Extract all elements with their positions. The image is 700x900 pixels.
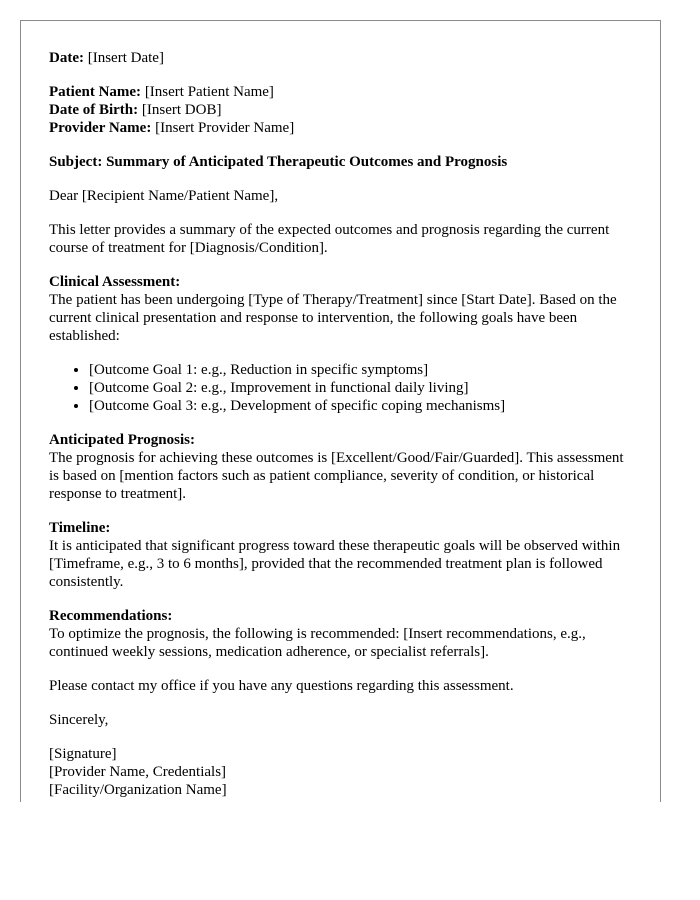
provider-name-label: Provider Name: bbox=[49, 120, 152, 136]
facility-line: [Facility/Organization Name] bbox=[49, 782, 227, 798]
provider-name-line bbox=[49, 119, 632, 137]
provider-credentials-line: [Provider Name, Credentials] bbox=[49, 764, 227, 780]
recommendations-section bbox=[49, 607, 632, 661]
patient-name-label: Patient Name: bbox=[49, 84, 142, 100]
letter-page bbox=[20, 20, 661, 802]
dob-line bbox=[49, 101, 632, 119]
patient-name-line bbox=[49, 83, 632, 101]
clinical-assessment-text: The patient has been undergoing [Type of Therapy/Treatment] since [Start Date]. Based on the current clinical presentation and response to intervention, the following goals have been established: bbox=[49, 292, 617, 344]
prognosis-text: The prognosis for achieving these outcomes is [Excellent/Good/Fair/Guarded]. This assessment is based on [mention factors such as patient compliance, severity of condition, or historical response to treatment]. bbox=[49, 450, 624, 502]
timeline-section bbox=[49, 519, 632, 591]
recommendations-title: Recommendations: bbox=[49, 608, 173, 624]
provider-name-value: [Insert Provider Name] bbox=[155, 120, 295, 136]
prognosis-title: Anticipated Prognosis: bbox=[49, 432, 195, 448]
patient-info bbox=[49, 83, 632, 137]
date-value: [Insert Date] bbox=[87, 50, 164, 66]
list-item: • [Outcome Goal 3: e.g., Development of specific coping mechanisms] bbox=[89, 397, 632, 415]
prognosis-section bbox=[49, 431, 632, 503]
contact-paragraph: Please contact my office if you have any questions regarding this assessment. bbox=[49, 678, 514, 694]
outcome-goals-list bbox=[49, 361, 632, 415]
date-label: Date: bbox=[49, 50, 84, 66]
timeline-text: It is anticipated that significant progress toward these therapeutic goals will be observed within [Timeframe, e.g., 3 to 6 months], provided that the recommended treatment plan is followed consistently. bbox=[49, 538, 621, 590]
intro-paragraph: This letter provides a summary of the expected outcomes and prognosis regarding the current course of treatment for [Diagnosis/Condition]. bbox=[49, 222, 610, 256]
list-item: • [Outcome Goal 1: e.g., Reduction in specific symptoms] bbox=[89, 361, 632, 379]
greeting: Dear [Recipient Name/Patient Name], bbox=[49, 188, 279, 204]
dob-label: Date of Birth: bbox=[49, 102, 139, 118]
signature-block bbox=[49, 745, 632, 799]
list-item: • [Outcome Goal 2: e.g., Improvement in functional daily living] bbox=[89, 379, 632, 397]
recommendations-text: To optimize the prognosis, the following is recommended: [Insert recommendations, e.g., continued weekly sessions, medication adherence, or specialist referrals]. bbox=[49, 626, 586, 660]
clinical-assessment-title: Clinical Assessment: bbox=[49, 274, 181, 290]
clinical-assessment-section bbox=[49, 273, 632, 345]
closing: Sincerely, bbox=[49, 712, 109, 728]
subject-line: Subject: Summary of Anticipated Therapeutic Outcomes and Prognosis bbox=[49, 154, 508, 170]
dob-value: [Insert DOB] bbox=[141, 102, 222, 118]
signature-line: [Signature] bbox=[49, 746, 117, 762]
date-line bbox=[49, 49, 632, 67]
timeline-title: Timeline: bbox=[49, 520, 111, 536]
patient-name-value: [Insert Patient Name] bbox=[144, 84, 274, 100]
